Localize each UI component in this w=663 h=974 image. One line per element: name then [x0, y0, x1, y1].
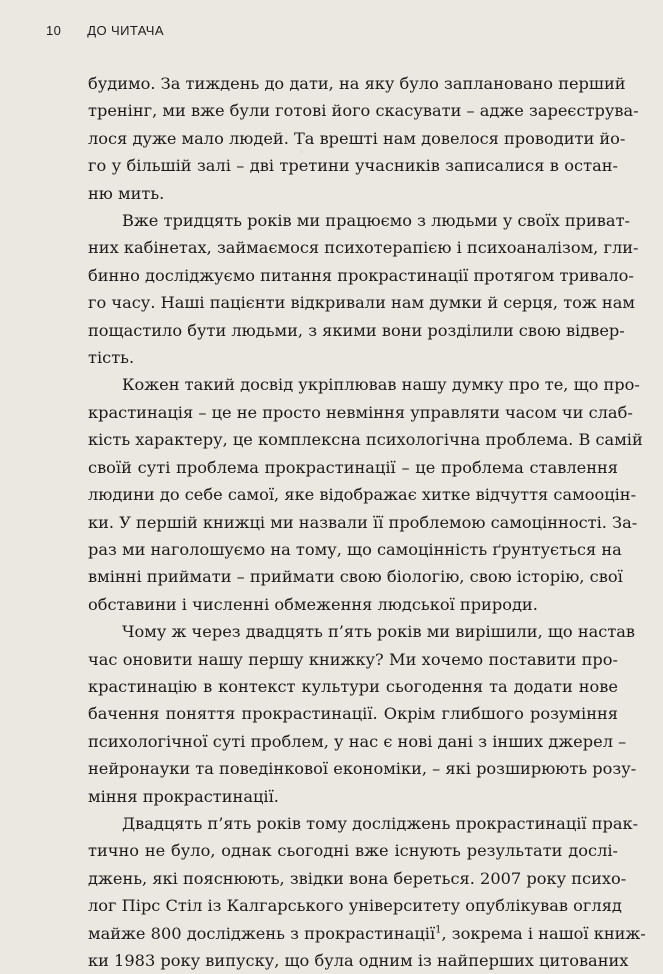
text-line: Чому ж через двадцять п’ять років ми вирішили, що настав	[122, 622, 636, 642]
text-line: нейронауки та поведінкової економіки, – які розширюють розу-	[88, 759, 637, 779]
text-line-with-footnote	[88, 920, 646, 947]
text-fragment: , зокрема і нашої книж-	[441, 923, 646, 943]
text-line: раз ми наголошуємо на тому, що самоцінність ґрунтується на	[88, 539, 622, 559]
text-line: тично не було, однак сьогодні вже існують результати дослі-	[88, 841, 618, 861]
text-line: лося дуже мало людей. Та врешті нам довелося проводити йо-	[88, 128, 626, 148]
text-line: своїй суті проблема прокрастинації – це проблема ставлення	[88, 457, 618, 477]
chapter-title: ДО ЧИТАЧА	[87, 23, 164, 38]
text-line: крастинацію в контекст культури сьогодення та додати нове	[88, 676, 618, 696]
footnote-reference[interactable]: 1	[435, 924, 442, 936]
paragraph	[88, 810, 646, 974]
text-line: них кабінетах, займаємося психотерапією і психоаналізом, гли-	[88, 238, 639, 258]
paragraph	[88, 618, 637, 810]
text-line: ню мить.	[88, 183, 165, 203]
body-text	[88, 70, 646, 974]
text-line: кість характеру, це комплексна психологічна проблема. В самій	[88, 430, 643, 450]
text-line: психологічної суті проблем, у нас є нові дані з інших джерел –	[88, 731, 627, 751]
text-line: бачення поняття прокрастинації. Окрім глибшого розуміння	[88, 704, 618, 724]
text-line: вмінні приймати – приймати свою біологію, свою історію, свої	[88, 567, 623, 587]
text-line: го у більшій залі – дві третини учасників записалися в остан-	[88, 156, 618, 176]
text-line: лог Пірс Стіл із Калгарського університету опублікував огляд	[88, 896, 622, 916]
page-number: 10	[46, 23, 62, 38]
text-line: обставини і численні обмеження людської природи.	[88, 594, 538, 614]
text-line: людини до себе самої, яке відображає хиткe відчуття самооцін-	[88, 485, 637, 505]
text-fragment: майже 800 досліджень з прокрастинації	[88, 923, 436, 943]
text-line: будимо. За тиждень до дати, на яку було заплановано перший	[88, 74, 626, 93]
text-line: ки. У першій книжці ми назвали її проблемою самоцінності. За-	[88, 512, 638, 532]
text-line: міння прокрастинації.	[88, 786, 279, 806]
text-line: тість.	[88, 348, 135, 368]
paragraph	[88, 207, 639, 371]
text-line: крастинація – це не просто невміння управляти часом чи слаб-	[88, 402, 633, 422]
text-line: го часу. Наші пацієнти відкривали нам думки й серця, тож нам	[88, 293, 635, 313]
text-line: Кожен такий досвід укріплював нашу думку про те, що про-	[122, 375, 640, 395]
text-line: тренінг, ми вже були готові його скасувати – адже зареєструва-	[88, 101, 639, 121]
text-line: бинно досліджуємо питання прокрастинації протягом тривало-	[88, 265, 634, 285]
text-line: ки 1983 року випуску, що була одним із найперших цитованих	[88, 951, 629, 970]
text-line: Двадцять п’ять років тому досліджень прокрастинації прак-	[122, 813, 639, 833]
paragraph	[88, 371, 643, 618]
text-line: Вже тридцять років ми працюємо з людьми у своїх приват-	[122, 211, 630, 231]
text-line: пощастило бути людьми, з якими вони розділили свою відвер-	[88, 320, 625, 340]
running-head	[46, 23, 164, 38]
text-line: джень, які пояснюють, звідки вона береться. 2007 року психо-	[88, 868, 627, 888]
text-line: час оновити нашу першу книжку? Ми хочемо поставити про-	[88, 649, 618, 669]
paragraph	[88, 70, 639, 207]
